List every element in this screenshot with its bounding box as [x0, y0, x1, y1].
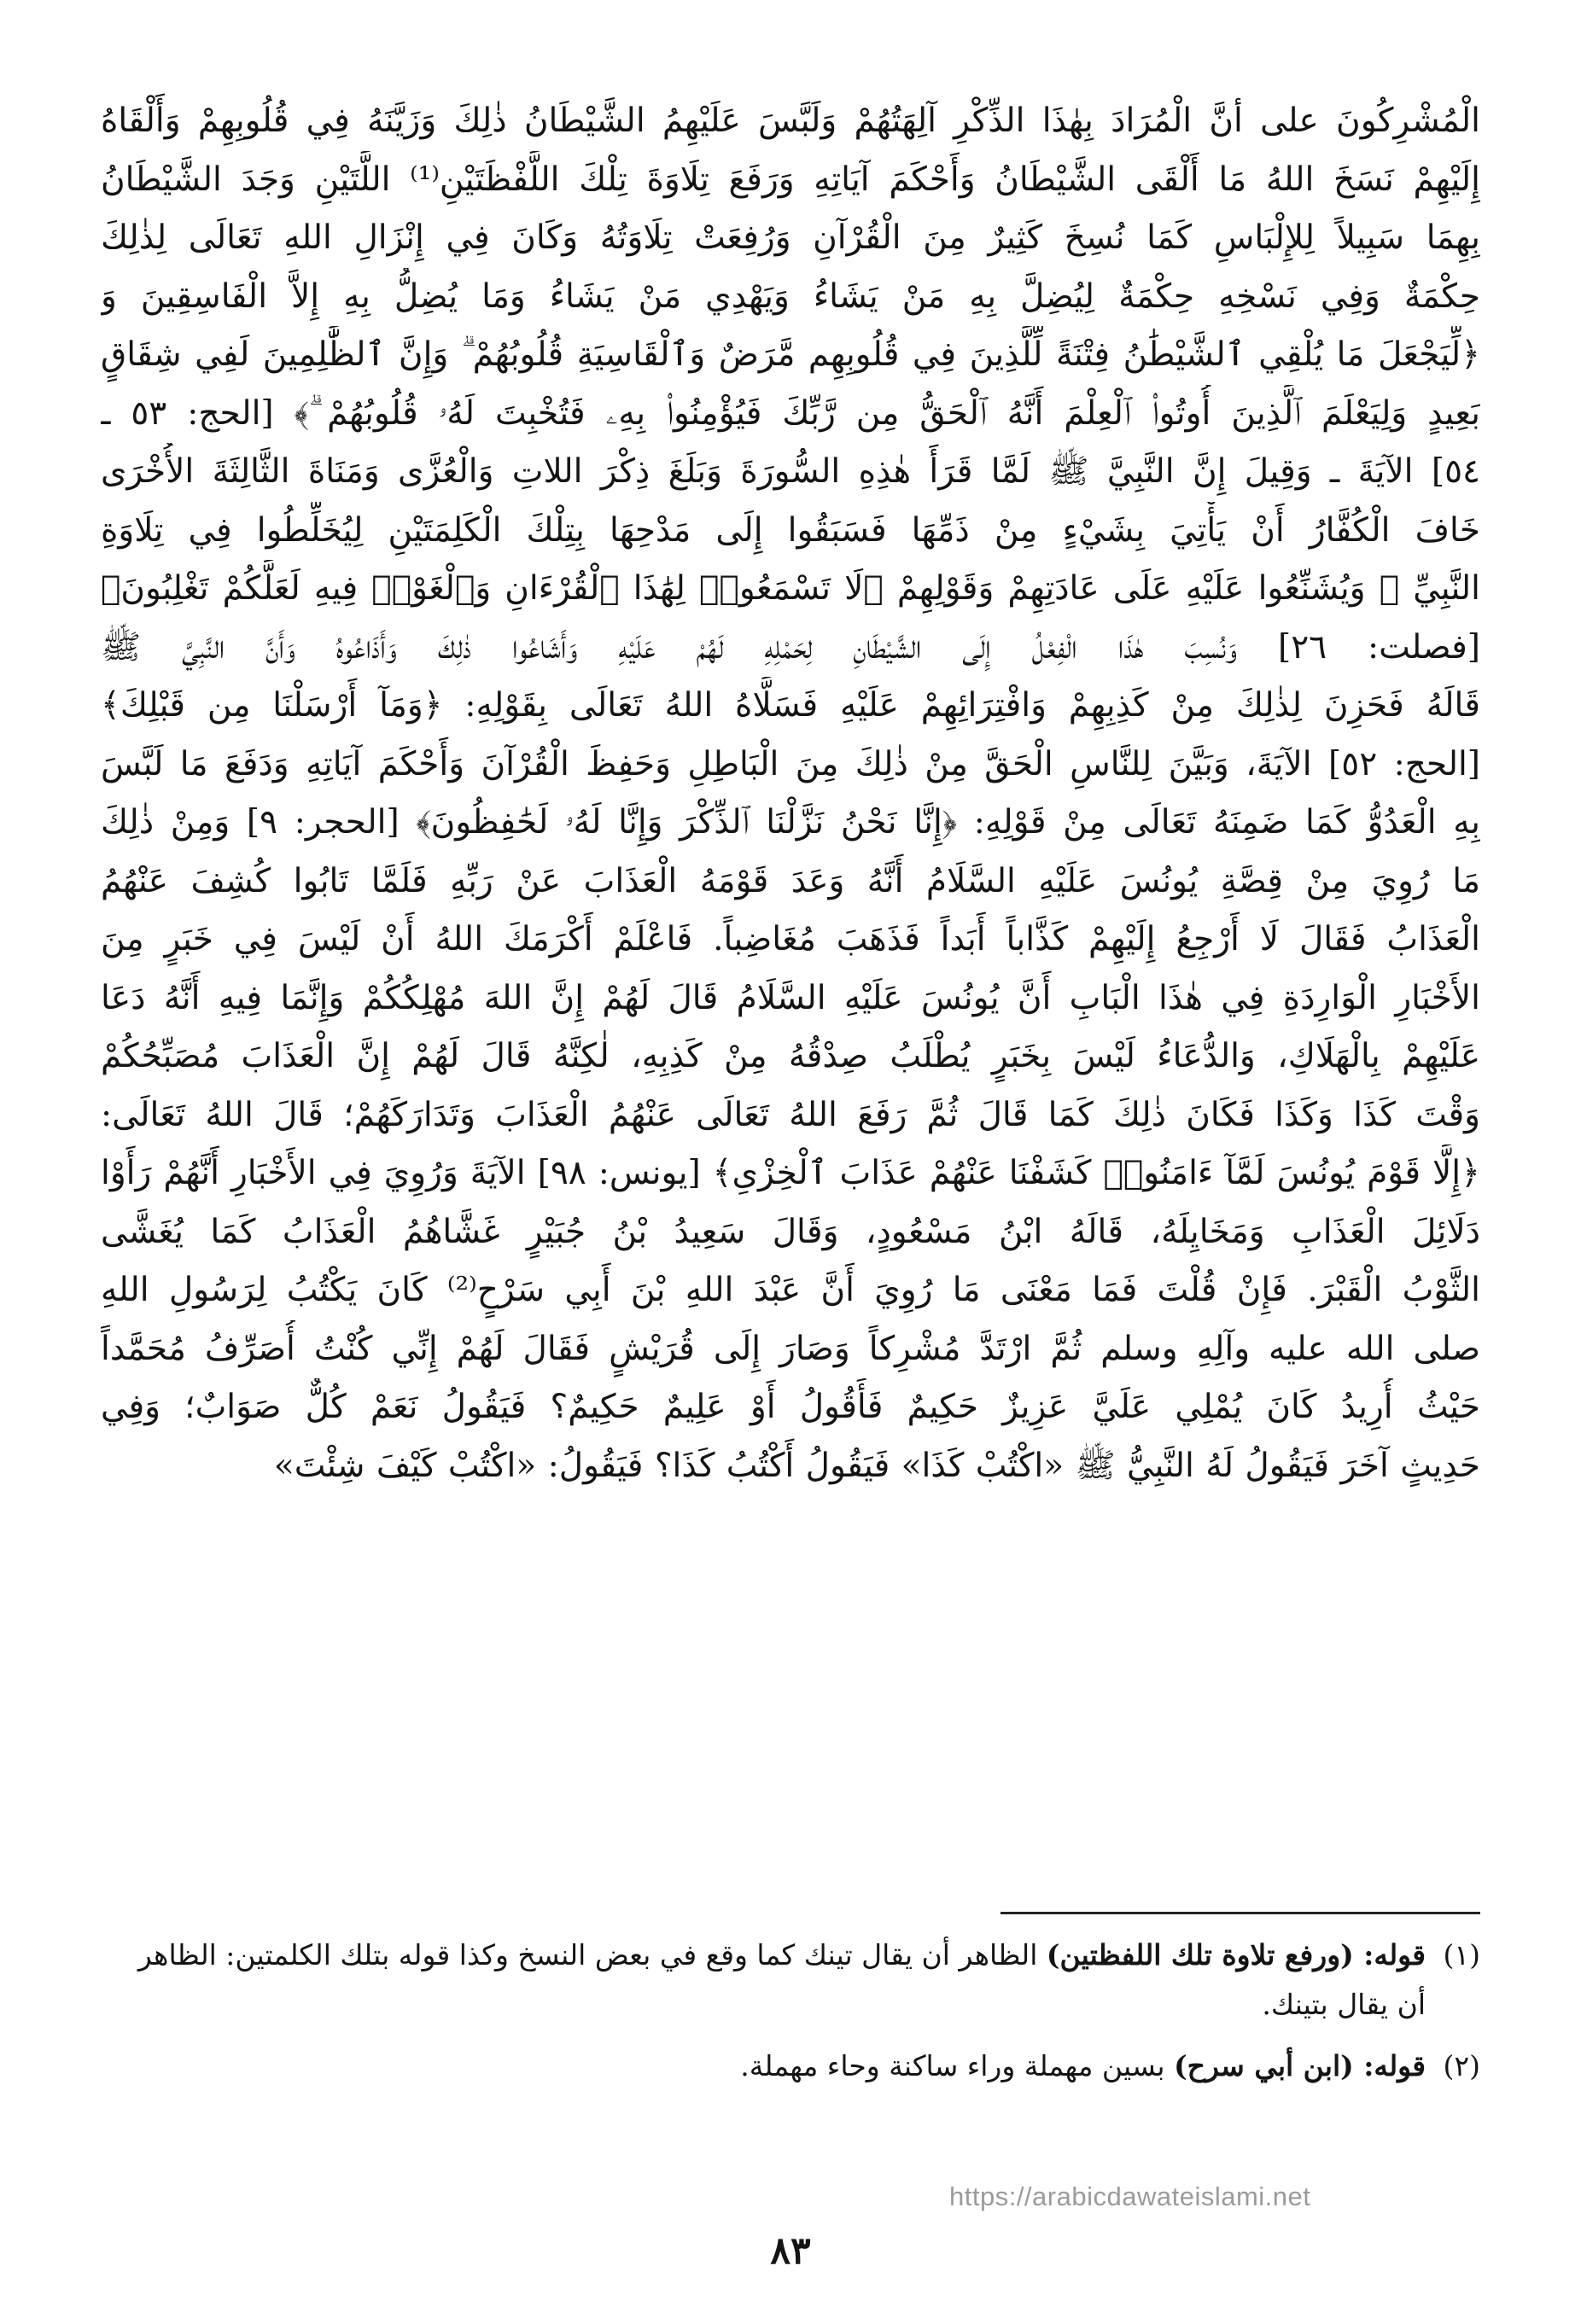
text-line: بِهِ الْعَدُوُّ كَمَا ضَمِنَهُ تَعَالَى مِنْ قَوْلِهِ: ﴿إِنَّا نَحْنُ نَزَّلْنَا ٱلذِّكْرَ وَإِنَّا لَهُۥ لَحَٰفِظُونَ﴾ [الحجر: ٩] وَمِنْ ذٰلِكَ [101, 803, 1480, 842]
footnote-2 [102, 2042, 1480, 2091]
text-line: عَلَيْهِمْ بِالْهَلَاكِ، وَالدُّعَاءُ لَيْسَ بِخَبَرٍ يُطْلَبُ صِدْقُهُ مِنْ كَذِبِهِ، لٰكِنَّهُ قَالَ لَهُمْ إِنَّ الْعَذَابَ مُصَبِّحُكُمْ [101, 1037, 1480, 1075]
text-line: النَّبِيِّ ﷺ وَيُشَنِّعُوا عَلَيْهِ عَلَى عَادَتِهِمْ وَقَوْلِهِمْ ﴿لَا تَسْمَعُوا۟ لِهَٰذَا ٱلْقُرْءَانِ وَٱلْغَوْا۟ فِيهِ لَعَلَّكُمْ تَغْلِبُونَ﴾ [101, 569, 1480, 608]
footnote-text [102, 1931, 1426, 2030]
footnote-number: (٢) [1443, 2049, 1480, 2082]
text-line: مَا رُوِيَ مِنْ قِصَّةِ يُونُسَ عَلَيْهِ السَّلَامُ أَنَّهُ وَعَدَ قَوْمَهُ الْعَذَابَ عَنْ رَبِّهِ فَلَمَّا تَابُوا كُشِفَ عَنْهُمُ [101, 861, 1480, 900]
text-line: حِكْمَةٌ وَفِي نَسْخِهِ حِكْمَةٌ لِيُضِلَّ بِهِ مَنْ يَشَاءُ وَيَهْدِي مَنْ يَشَاءُ وَمَا يُضِلُّ بِهِ إِلاَّ الْفَاسِقِينَ وَ [101, 277, 1480, 316]
footnote-lead: قوله: (ابن أبي سرح) [1174, 2049, 1426, 2082]
quran-verse-line: بَعِيدٍ وَلِيَعْلَمَ ٱلَّذِينَ أُوتُوا۟ ٱلْعِلْمَ أَنَّهُ ٱلْحَقُّ مِن رَّبِّكَ فَيُؤْمِنُوا۟ بِهِۦ فَتُخْبِتَ لَهُۥ قُلُوبُهُمْ ۗ﴾ [الحج: ٥٣ ـ [101, 393, 1480, 433]
text-line: إِلَيْهِمْ نَسَخَ اللهُ مَا أَلْقَى الشَّيْطَانُ وَأَحْكَمَ آيَاتِهِ وَرَفَعَ تِلَاوَةَ تِلْكَ اللَّفْظَتَيْنِ⁽¹⁾ اللَّتَيْنِ وَجَدَ الشَّيْطَانُ [101, 160, 1480, 199]
text-line: [الحج: ٥٢] الآيَةَ، وَبَيَّنَ لِلنَّاسِ الْحَقَّ مِنْ ذٰلِكَ مِنَ الْبَاطِلِ وَحَفِظَ الْقُرْآنَ وَأَحْكَمَ آيَاتِهِ وَدَفَعَ مَا لَبَّسَ [101, 744, 1480, 783]
footnote-body: بسين مهملة وراء ساكنة وحاء مهملة. [740, 2049, 1175, 2082]
text-line: حَدِيثٍ آخَرَ فَيَقُولُ لَهُ النَّبِيُّ ﷺ «اكْتُبْ كَذَا» فَيَقُولُ أَكْتُبُ كَذَا؟ فَيَقُولُ: «اكْتُبْ كَيْفَ شِئْتَ» [273, 1446, 1480, 1485]
footnote-1 [102, 1931, 1480, 2030]
watermark-url: https://arabicdawateislami.net [949, 2181, 1311, 2211]
text-line: قَالَهُ فَحَزِنَ لِذٰلِكَ مِنْ كَذِبِهِمْ وَافْتِرَائِهِمْ عَلَيْهِ فَسَلَّاهُ اللهُ تَعَالَى بِقَوْلِهِ: ﴿وَمَآ أَرْسَلْنَا مِن قَبْلِكَ﴾ [101, 686, 1480, 725]
text-line: صلى الله عليه وآلِهِ وسلم ثُمَّ ارْتَدَّ مُشْرِكاً وَصَارَ إِلَى قُرَيْشٍ فَقَالَ لَهُمْ إِنِّي كُنْتُ أُصَرِّفُ مُحَمَّداً [101, 1329, 1480, 1368]
quran-verse-line: ﴿إِلَّا قَوْمَ يُونُسَ لَمَّآ ءَامَنُوا۟ كَشَفْنَا عَنْهُمْ عَذَابَ ٱلْخِزْىِ﴾ [يونس: ٩٨] الآيَةَ وَرُوِيَ فِي الأَخْبَارِ أَنَّهُمْ رَأَوْا [101, 1154, 1480, 1192]
text-line: خَافَ الْكُفَّارُ أَنْ يَأْتِيَ بِشَيْءٍ مِنْ ذَمِّهَا فَسَبَقُوا إِلَى مَدْحِهَا بِتِلْكَ الْكَلِمَتَيْنِ لِيُخَلِّطُوا فِي تِلَاوَةِ [101, 510, 1480, 550]
text-line: ٥٤] الآيَةَ ـ وَقِيلَ إِنَّ النَّبِيَّ ﷺ لَمَّا قَرَأَ هٰذِهِ السُّورَةَ وَبَلَغَ ذِكْرَ اللاتِ وَالْعُزَّى وَمَنَاةَ الثَّالِثَةَ الأُخْرَى [101, 452, 1480, 491]
text-line: الْعَذَابُ فَقَالَ لَا أَرْجِعُ إِلَيْهِمْ كَذَّاباً أَبَداً فَذَهَبَ مُغَاضِباً. فَاعْلَمْ أَكْرَمَكَ اللهُ أَنْ لَيْسَ فِي خَبَرٍ مِنَ [101, 920, 1480, 958]
text-line: وَقْتَ كَذَا وَكَذَا فَكَانَ ذٰلِكَ كَمَا قَالَ ثُمَّ رَفَعَ اللهُ تَعَالَى عَنْهُمُ الْعَذَابَ وَتَدَارَكَهُمْ؛ قَالَ اللهُ تَعَالَى: [101, 1095, 1480, 1134]
text-line: الْمُشْرِكُونَ على أنَّ الْمُرَادَ بِهٰذَا الذِّكْرِ آلِهَتُهُمْ وَلَبَّسَ عَلَيْهِمُ الشَّيْطَانُ ذٰلِكَ وَزَيَّنَهُ فِي قُلُوبِهِمْ وَأَلْقَاهُ [101, 102, 1480, 140]
footnote-separator [1001, 1912, 1480, 1914]
footnote-number: (١) [1443, 1938, 1480, 1972]
footnote-text [102, 2042, 1426, 2091]
text-line: الأَخْبَارِ الْوَارِدَةِ فِي هٰذَا الْبَابِ أَنَّ يُونُسَ عَلَيْهِ السَّلَامُ قَالَ لَهُمْ إِنَّ اللهَ مُهْلِكُكُمْ وَإِنَّمَا فِيهِ أَنَّهُ دَعَا [101, 978, 1480, 1017]
text-line: دَلَائِلَ الْعَذَابِ وَمَخَايِلَهُ، قَالَهُ ابْنُ مَسْعُودٍ، وَقَالَ سَعِيدُ بْنُ جُبَيْرٍ غَشَّاهُمُ الْعَذَابُ كَمَا يُغَشَّى [101, 1212, 1480, 1251]
footnotes [102, 1931, 1480, 2103]
text-line: [فصلت: ٢٦] وَنُسِبَ هٰذَا الْفِعْلُ إِلَى الشَّيْطَانِ لِحَمْلِهِ لَهُمْ عَلَيْهِ وَأَشَاعُوا ذٰلِكَ وَأَذَاعُوهُ وَأَنَّ النَّبِيَّ ﷺ [101, 627, 1480, 667]
text-line: بِهِمَا سَبِيلاً لِلإِلْبَاسِ كَمَا نُسِخَ كَثِيرٌ مِنَ الْقُرْآنِ وَرُفِعَتْ تِلَاوَتُهُ وَكَانَ فِي إِنْزَالِ اللهِ تَعَالَى لِذٰلِكَ [101, 218, 1480, 257]
footnote-body: الظاهر أن يقال تينك كما وقع في بعض النسخ وكذا قوله بتلك الكلمتين: الظاهر أن يقال بتينك. [137, 1938, 1426, 2021]
text-line: الثَّوْبُ الْقَبْرَ. فَإِنْ قُلْتَ فَمَا مَعْنَى مَا رُوِيَ أَنَّ عَبْدَ اللهِ بْنَ أَبِي سَرْحٍ⁽²⁾ كَانَ يَكْتُبُ لِرَسُولِ اللهِ [101, 1271, 1480, 1309]
main-text [101, 92, 1480, 1495]
page-number: ٨٣ [770, 2229, 811, 2273]
quran-verse-line: ﴿لِّيَجْعَلَ مَا يُلْقِي ٱلشَّيْطَٰنُ فِتْنَةً لِّلَّذِينَ فِي قُلُوبِهِم مَّرَضٌ وَٱلْقَاسِيَةِ قُلُوبُهُمْ ۗ وَإِنَّ ٱلظَّٰلِمِينَ لَفِي شِقَاقٍ [101, 335, 1480, 374]
text-line: حَيْثُ أُرِيدُ كَانَ يُمْلِي عَلَيَّ عَزِيزٌ حَكِيمٌ فَأَقُولُ أَوْ عَلِيمٌ حَكِيمٌ؟ فَيَقُولُ نَعَمْ كُلٌّ صَوَابٌ؛ وَفِي [101, 1388, 1480, 1426]
footnote-lead: قوله: (ورفع تلاوة تلك اللفظتين) [1046, 1938, 1426, 1972]
